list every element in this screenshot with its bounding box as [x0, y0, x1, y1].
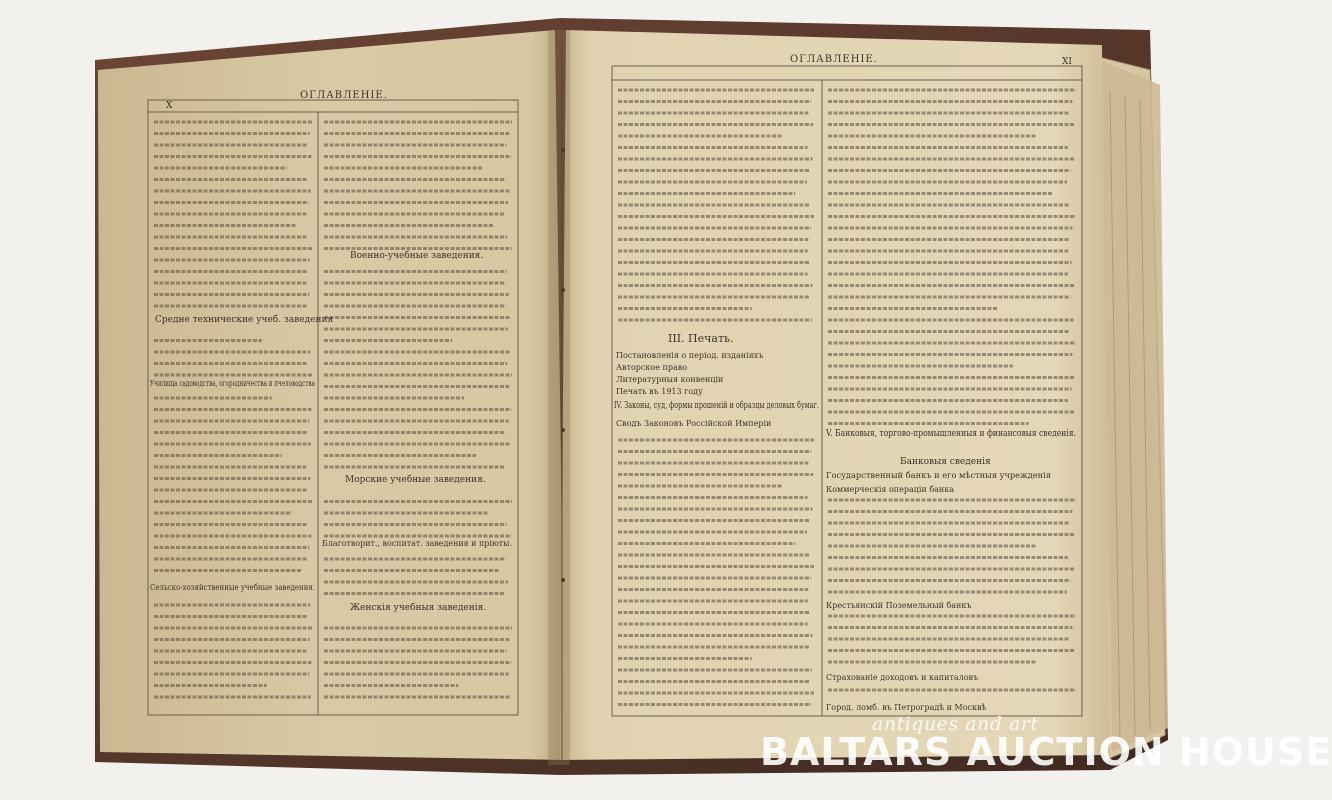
spine: [548, 30, 570, 765]
right-line: Сводъ Законовъ Россійской Имперіи: [616, 419, 772, 428]
left-section-heading: Женскія учебныя заведенія.: [350, 603, 487, 613]
right-section-heading: V. Банковыя, торгово-промышленныя и финансовыя сведенія.: [825, 429, 1077, 439]
right-line: Коммерческія операціи банка: [826, 485, 954, 494]
left-section-heading: Военно-учебные заведения.: [350, 251, 484, 261]
right-line: Город. ломб. въ Петроградѣ и Москвѣ: [826, 703, 987, 712]
right-line: Государственный банкъ и его мѣстныя учрежденія: [826, 471, 1051, 480]
right-line: Страхованіе доходовъ и капиталовъ: [826, 673, 979, 682]
right-line: Печать въ 1913 году: [616, 387, 703, 396]
right-section-heading: III. Печать.: [668, 332, 734, 345]
watermark-title: BALTARS AUCTION HOUSE: [760, 730, 1332, 774]
left-section-heading: Благотворит., воспитат. заведения и пріюты.: [322, 539, 512, 548]
right-page-number: XI: [1062, 57, 1072, 67]
left-page-number: Х: [166, 101, 173, 111]
left-page-header: ОГЛАВЛЕНІЕ.: [300, 90, 388, 101]
watermark-tagline: antiques and art: [872, 713, 1039, 735]
right-subsection-heading: Банковыя сведенія: [900, 457, 991, 467]
right-page-header: ОГЛАВЛЕНІЕ.: [790, 54, 878, 65]
right-line: Литературныя конвенціи: [616, 375, 724, 384]
right-line: Крестьянскій Поземельный банкъ: [826, 601, 972, 610]
left-section-heading: Училища садоводства, огородничества и пчеловодства: [150, 379, 316, 388]
right-line: Авторское право: [616, 363, 688, 372]
left-section-heading: Средне технические учеб. заведения: [155, 315, 334, 325]
left-section-heading: Морские учебные заведения.: [345, 475, 486, 485]
right-section-heading: IV. Законы, суд, формы прошеній и образцы деловых бумаг.: [614, 401, 899, 411]
right-line: Постановленія о період. изданіяхъ: [616, 351, 764, 360]
left-section-heading: Сельско-хозяйственные учебные заведения.: [150, 583, 315, 592]
left-page: [98, 30, 565, 760]
